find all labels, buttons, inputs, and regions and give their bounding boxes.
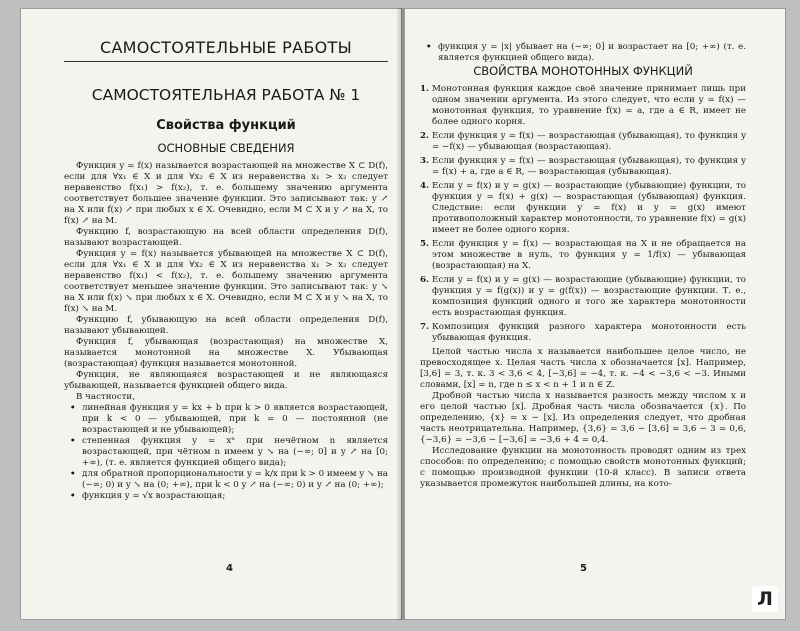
list-item: 3. Если функция y = f(x) — возрастающая (убывающая), то функция y = f(x) + a, где a ∈ R, — возрастающая (убывающая).: [420, 156, 746, 177]
definition-increasing-function: Функцию f, возрастающую на всей области определения D(f), называют возрастающей.: [64, 227, 388, 248]
page-number-left: 4: [226, 563, 233, 574]
list-item: 5. Если функция y = f(x) — возрастающая на X и не обращается на этом множестве в нуль, то функция y = 1/f(x) — убывающая (возрастающая) на X.: [420, 239, 746, 271]
list-item: • для обратной пропорциональности y = k/x при k > 0 имеем y ↘ на (−∞; 0) и y ↘ на (0; +∞), при k < 0 y ↗ на (−∞; 0) и y ↗ на (0; +∞);: [70, 469, 388, 490]
monotonicity-study-paragraph: Исследование функции на монотонность проводят одним из трех способов: по определению; с помощью свойств монотонных функций; с помощью производной функции (10-й класс). В записи ответа указывается промежуток наибольшей длины, на кото-: [420, 446, 746, 489]
monotonic-properties-heading: СВОЙСТВА МОНОТОННЫХ ФУНКЦИЙ: [473, 64, 693, 78]
in-particular: В частности,: [76, 392, 135, 402]
list-item: • функция y = |x| убывает на (−∞; 0] и возрастает на [0; +∞) (т. е. является функцией общего вида).: [426, 42, 746, 63]
right-page-content: [420, 42, 746, 490]
list-item: • функция y = √x возрастающая;: [70, 491, 226, 501]
left-page: [20, 8, 402, 620]
topic-title: Свойства функций: [156, 118, 296, 133]
list-item: • линейная функция y = kx + b при k > 0 является возрастающей, при k < 0 — убывающей, при k = 0 — постоянной (не возрастающей и не убывающей);: [70, 403, 388, 435]
definition-decreasing: Функция y = f(x) называется убывающей на множестве X ⊂ D(f), если для ∀x₁ ∈ X и для ∀x₂ ∈ X из неравенства x₁ > x₂ следует неравенство f(x₁) < f(x₂), т. е. большему значению аргумента соответствует меньшее значение функции. Это записывают так: y ↘ на X или f(x) ↘ при любых x ∈ X. Очевидно, если M ⊂ X и y ↘ на X, то f(x) ↘ на M.: [64, 249, 388, 314]
list-item: 2. Если функция y = f(x) — возрастающая (убывающая), то функция y = −f(x) — убывающая (возрастающая).: [420, 131, 746, 152]
list-item: 7. Композиция функций разного характера монотонности есть убывающая функция.: [420, 322, 746, 343]
list-item: 1. Монотонная функция каждое своё значение принимает лишь при одном значении аргумента. Из этого следует, что если y = f(x) — монотонная функция, то уравнение f(x) = a, где a ∈ R, имеет не более одного корня.: [420, 84, 746, 127]
examples-list: [70, 403, 388, 502]
properties-list: [420, 84, 746, 344]
abs-function-bullet: [426, 42, 746, 64]
page-number-right: 5: [580, 563, 587, 574]
list-item: 4. Если y = f(x) и y = g(x) — возрастающие (убывающие) функции, то функция y = f(x) + g(x) — возрастающая (убывающая) функция. Следствие: если функции y = f(x) и y = g(x) имеют противоположный характер монотонности, то уравнение f(x) = g(x) имеет не более одного корня.: [420, 181, 746, 235]
basic-info-heading: ОСНОВНЫЕ СВЕДЕНИЯ: [157, 141, 295, 155]
integer-part-paragraph: Целой частью числа x называется наибольшее целое число, не превосходящее x. Целая часть числа x обозначается [x]. Например, [3,6] = 3, т. к. 3 < 3,6 < 4, [−3,6] = −4, т. к. −4 < −3,6 < −3. Иными словами, [x] = n, где n ≤ x < n + 1 и n ∈ Z.: [420, 347, 746, 390]
definition-general-form: Функция, не являющаяся возрастающей и не являющаяся убывающей, называется функцией общего вида.: [64, 370, 388, 391]
work-title: САМОСТОЯТЕЛЬНАЯ РАБОТА № 1: [91, 86, 361, 104]
fractional-part-paragraph: Дробной частью числа x называется разность между числом x и его целой частью [x]. Дробная часть числа обозначается {x}. По определению, {x} = x − [x]. Из определения следует, что дробная часть неотрицательна. Например, {3,6} = 3,6 − [3,6] = 3,6 − 3 = 0,6, {−3,6} = −3,6 − [−3,6] = −3,6 + 4 = 0,4.: [420, 391, 746, 445]
list-item: 6. Если y = f(x) и y = g(x) — возрастающие (убывающие) функции, то функция y = f(g(x)) и y = g(f(x)) — возрастающие функции. Т. е., композиция функций одного и того же характера монотонности есть возрастающая функция.: [420, 275, 746, 318]
section-header: САМОСТОЯТЕЛЬНЫЕ РАБОТЫ: [64, 38, 388, 62]
list-item: • степенная функция y = xⁿ при нечётном n является возрастающей, при чётном n имеем y ↘ на (−∞; 0] и y ↗ на [0; +∞), (т. е. является функцией общего вида);: [70, 436, 388, 468]
definition-increasing: Функция y = f(x) называется возрастающей на множестве X ⊂ D(f), если для ∀x₁ ∈ X и для ∀x₂ ∈ X из неравенства x₁ > x₂ следует неравенство f(x₁) > f(x₂), т. е. большему значению аргумента соответствует большее значение функции. Это записывают так: y ↗ на X или f(x) ↗ при любых x ∈ X. Очевидно, если M ⊂ X и y ↗ на X, то f(x) ↗ на M.: [64, 161, 388, 226]
definition-monotonic: Функция f, убывающая (возрастающая) на множестве X, называется монотонной на множестве X. Убывающая (возрастающая) функция называется монотонной.: [64, 337, 388, 369]
left-page-content: [64, 38, 388, 502]
watermark-logo: Л: [752, 586, 778, 612]
right-page: [404, 8, 786, 620]
definition-decreasing-function: Функцию f, убывающую на всей области определения D(f), называют убывающей.: [64, 315, 388, 336]
